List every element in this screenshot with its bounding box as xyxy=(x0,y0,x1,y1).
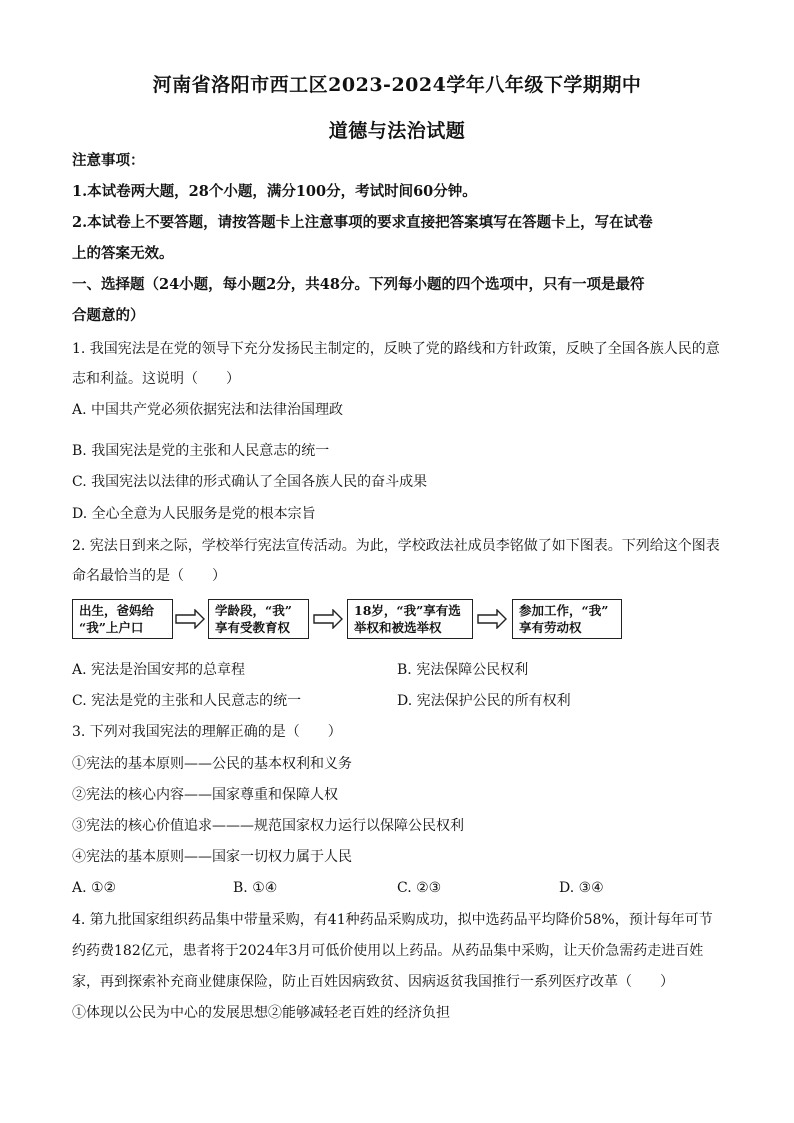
question-3-option-a: A. ①② xyxy=(72,880,117,896)
flow-box-work xyxy=(512,599,622,639)
question-1-option-a: A. 中国共产党必须依据宪法和法律治国理政 xyxy=(72,402,344,418)
notice-item-2-cont: 上的答案无效。 xyxy=(72,245,174,262)
question-4-statements-1-2: ①体现以公民为中心的发展思想②能够减轻老百姓的经济负担 xyxy=(72,1005,450,1021)
question-2-option-d: D. 宪法保护公民的所有权利 xyxy=(397,693,571,709)
flow-box-eighteen xyxy=(347,599,473,639)
flow-box-text: 参加工作，“我” xyxy=(519,603,609,618)
question-1-option-b: B. 我国宪法是党的主张和人民意志的统一 xyxy=(72,443,330,459)
question-2-option-a: A. 宪法是治国安邦的总章程 xyxy=(72,662,246,678)
flow-arrow-icon xyxy=(477,609,507,629)
question-3-statement-1: ①宪法的基本原则——公民的基本权利和义务 xyxy=(72,756,352,772)
question-4-stem-cont-1: 约药费182亿元，患者将于2024年3月可低价使用以上药品。从药品集中采购，让天价急需药走进百姓 xyxy=(72,943,704,959)
question-1-option-c: C. 我国宪法以法律的形式确认了全国各族人民的奋斗成果 xyxy=(72,474,428,490)
flow-box-text: 举权和被选举权 xyxy=(354,620,442,635)
notice-item-2: 2.本试卷上不要答题，请按答题卡上注意事项的要求直接把答案填写在答题卡上，写在试卷 xyxy=(72,214,653,231)
flow-box-text: 享有劳动权 xyxy=(519,620,582,635)
section-heading: 一、选择题（24小题，每小题2分，共48分。下列每小题的四个选项中，只有一项是最符 xyxy=(72,276,645,293)
flow-box-school xyxy=(208,599,309,639)
exam-subject-title: 道德与法治试题 xyxy=(328,120,466,142)
flow-box-text: “我”上户口 xyxy=(79,620,144,635)
question-3-statement-4: ④宪法的基本原则——国家一切权力属于人民 xyxy=(72,849,352,865)
question-1-stem-cont: 志和利益。这说明（ ） xyxy=(72,371,240,387)
question-3-option-b: B. ①④ xyxy=(233,880,278,896)
notice-item-1: 1.本试卷两大题，28个小题，满分100分，考试时间60分钟。 xyxy=(72,183,477,200)
question-2-option-b: B. 宪法保障公民权利 xyxy=(397,662,529,678)
question-3-stem: 3. 下列对我国宪法的理解正确的是（ ） xyxy=(72,724,342,740)
flow-box-text: 学龄段，“我” xyxy=(215,603,292,618)
question-2-stem: 2. 宪法日到来之际，学校举行宪法宣传活动。为此，学校政法社成员李铭做了如下图表。下列给这个图表 xyxy=(72,538,720,554)
question-1-option-d: D. 全心全意为人民服务是党的根本宗旨 xyxy=(72,506,316,522)
question-2-stem-cont: 命名最恰当的是（ ） xyxy=(72,568,226,584)
question-3-statement-3: ③宪法的核心价值追求———规范国家权力运行以保障公民权利 xyxy=(72,818,464,834)
flow-box-text: 出生，爸妈给 xyxy=(79,603,155,618)
question-4-stem: 4. 第九批国家组织药品集中带量采购，有41种药品采购成功，拟中选药品平均降价58%，预计每年可节 xyxy=(72,912,713,928)
notice-heading: 注意事项： xyxy=(72,152,145,169)
question-1-stem: 1. 我国宪法是在党的领导下充分发扬民主制定的，反映了党的路线和方针政策，反映了全国各族人民的意 xyxy=(72,341,720,357)
flow-arrow-icon xyxy=(175,609,205,629)
question-4-stem-cont-2: 家，再到探索补充商业健康保险，防止百姓因病致贫、因病返贫我国推行一系列医疗改革（ ） xyxy=(72,974,674,990)
rights-flow-diagram xyxy=(72,599,632,643)
question-3-option-d: D. ③④ xyxy=(559,880,604,896)
flow-box-text: 享有受教育权 xyxy=(215,620,291,635)
flow-arrow-icon xyxy=(313,609,343,629)
flow-box-text: 18岁，“我”享有选 xyxy=(354,603,461,618)
question-2-option-c: C. 宪法是党的主张和人民意志的统一 xyxy=(72,693,302,709)
section-heading-cont: 合题意的） xyxy=(72,307,145,324)
question-3-option-c: C. ②③ xyxy=(397,880,442,896)
exam-title: 河南省洛阳市西工区2023-2024学年八年级下学期期中 xyxy=(152,74,642,96)
question-3-statement-2: ②宪法的核心内容——国家尊重和保障人权 xyxy=(72,787,338,803)
flow-box-birth xyxy=(72,599,173,639)
